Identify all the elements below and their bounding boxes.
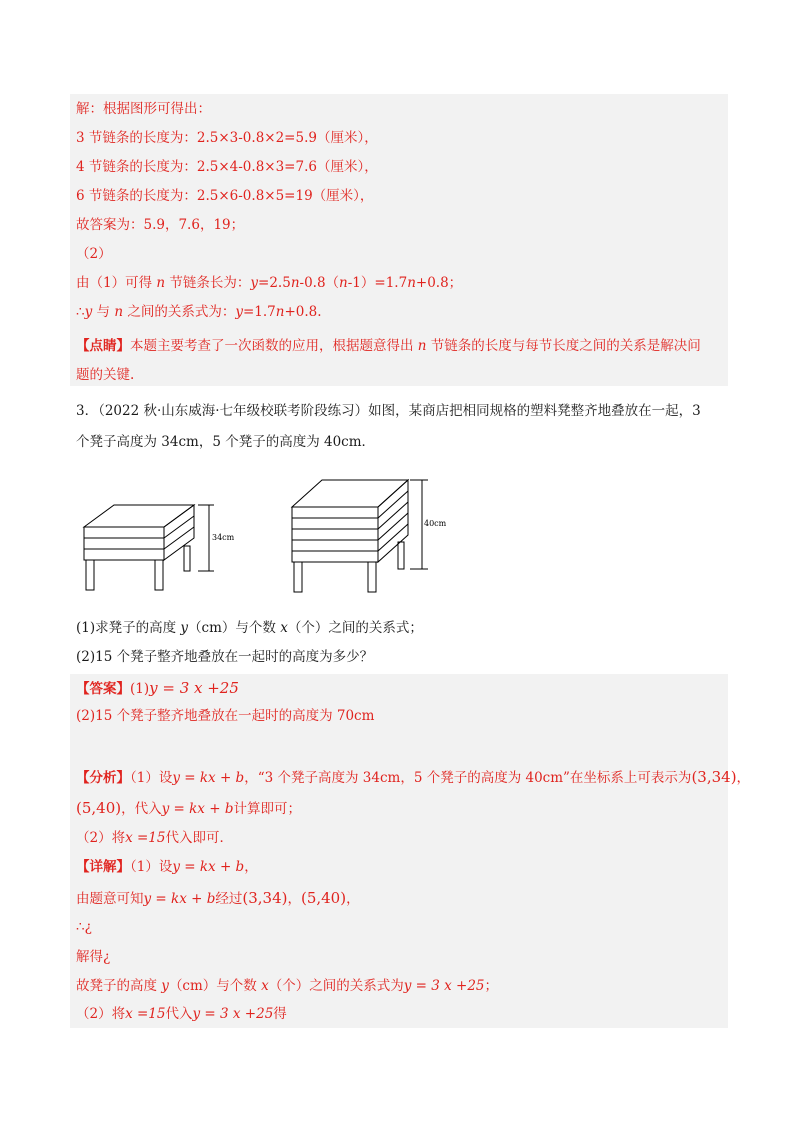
text: 本题主要考查了一次函数的应用，根据题意得出 [130,338,418,354]
var-n: n [114,304,124,320]
point: (3,34) [691,768,737,786]
var-n: n [417,338,427,354]
point: (5,40) [76,799,122,817]
solution-line-5: 故答案为：5.9，7.6，19； [76,217,245,233]
var-y: y [235,304,243,320]
detail-label: 【详解】 [76,859,130,875]
var-y: y [250,275,259,291]
solution-line-7 [76,273,462,293]
right-height-label: 40cm [424,519,447,528]
text: ∴ [76,304,85,320]
question-line-2: 个凳子高度为 34cm，5 个凳子的高度为 40cm． [76,434,376,450]
analysis-line-2 [76,798,301,819]
text: （个）之间的关系式； [287,620,423,636]
text: +0.8； [415,275,463,291]
var-y: y [84,304,93,320]
stacked-stools-figure [70,470,490,600]
detail-line-4: 解得¿ [76,949,111,965]
question-part-2: (2)15 个凳子整齐地叠放在一起时的高度为多少？ [76,649,374,665]
detail-line-6 [76,1004,287,1024]
var-n: n [290,275,300,291]
text: 之间的关系式为： [123,304,236,320]
var-x: x [261,978,269,994]
text: 与 [92,304,115,320]
text: -1）=1.7 [347,275,408,291]
left-stool-stack [84,505,214,590]
text: =1.7 [242,304,276,320]
point: (3,34) [242,889,288,907]
text: ， [736,770,751,786]
formula: y = kx + b [161,801,234,817]
text: ，代入 [121,801,162,817]
text: （2）将 [76,1006,126,1022]
text: 故凳子的高度 [76,978,162,994]
solution-line-6: （2） [76,246,112,262]
question-line-1: 3．（2022 秋·山东威海·七年级校联考阶段练习）如图，某商店把相同规格的塑料凳整齐地叠放在一起，3 [76,403,701,419]
answer-line-2: (2)15 个凳子整齐地叠放在一起时的高度为 70cm [76,708,375,724]
answer-formula: y = 3 x +25 [149,679,239,697]
dianjing-line-1 [76,336,701,356]
text: （2）将 [76,830,126,846]
var-x: x [280,620,288,636]
text: （个）之间的关系式为 [268,978,404,994]
var-y: y [161,978,169,994]
solution-line-1: 解：根据图形可得出： [76,101,211,117]
text: ， [287,891,301,907]
detail-line-3: ∴¿ [76,919,92,935]
text: （1）设 [130,859,173,875]
answer-label: 【答案】 [76,681,130,697]
var-n: n [156,275,166,291]
question-part-1 [76,618,423,638]
solution-line-4: 6 节链条的长度为：2.5×6-0.8×5=19（厘米）， [76,188,374,204]
answer-line-1 [76,678,239,699]
formula: y = kx + b [172,859,245,875]
var-n: n [407,275,416,291]
detail-line-1 [76,857,258,877]
text: =2.5 [258,275,291,291]
text: （cm）与个数 [168,978,262,994]
detail-line-2 [76,888,360,909]
dianjing-line-2: 题的关键. [76,367,135,383]
formula: y = 3 x +25 [192,1006,274,1022]
text: 节链条长为： [165,275,251,291]
formula: y = kx + b [143,891,216,907]
text: 节链条的长度与每节长度之间的关系是解决问 [426,338,701,354]
text: ； [484,978,499,994]
var-n: n [339,275,348,291]
text: ，“3 个凳子高度为 34cm，5 个凳子的高度为 40cm”在坐标系上可表示为 [244,770,692,786]
text: (1) [130,681,150,697]
text: ， [346,891,360,907]
formula: x =15 [125,1006,166,1022]
solution-line-8 [76,302,322,322]
left-height-label: 34cm [212,533,235,542]
text: 计算即可； [233,801,301,817]
formula: x =15 [125,830,166,846]
text: -0.8（ [299,275,340,291]
text: 代入 [165,1006,193,1022]
text: 经过 [215,891,243,907]
analysis-line-1 [76,767,750,788]
text: ， [244,859,258,875]
solution-line-3: 4 节链条的长度为：2.5×4-0.8×3=7.6（厘米）， [76,159,378,175]
text: +0.8. [284,304,322,320]
answer-background [70,674,728,1028]
var-y: y [180,620,189,636]
text: 得 [273,1006,287,1022]
formula: y = kx + b [172,770,245,786]
text: （1）设 [130,770,173,786]
text: 代入即可． [165,830,233,846]
formula: y = 3 x +25 [403,978,485,994]
detail-line-5 [76,976,498,996]
analysis-label: 【分析】 [76,770,130,786]
dianjing-label: 【点睛】 [76,338,130,354]
analysis-line-3 [76,828,233,848]
text: 由题意可知 [76,891,144,907]
right-stool-stack [292,480,428,592]
point: (5,40) [300,889,347,907]
solution-line-2: 3 节链条的长度为：2.5×3-0.8×2=5.9（厘米）， [76,130,378,146]
text: (1)求凳子的高度 [76,620,181,636]
text: 由（1）可得 [76,275,157,291]
text: （cm）与个数 [188,620,281,636]
var-n: n [275,304,285,320]
